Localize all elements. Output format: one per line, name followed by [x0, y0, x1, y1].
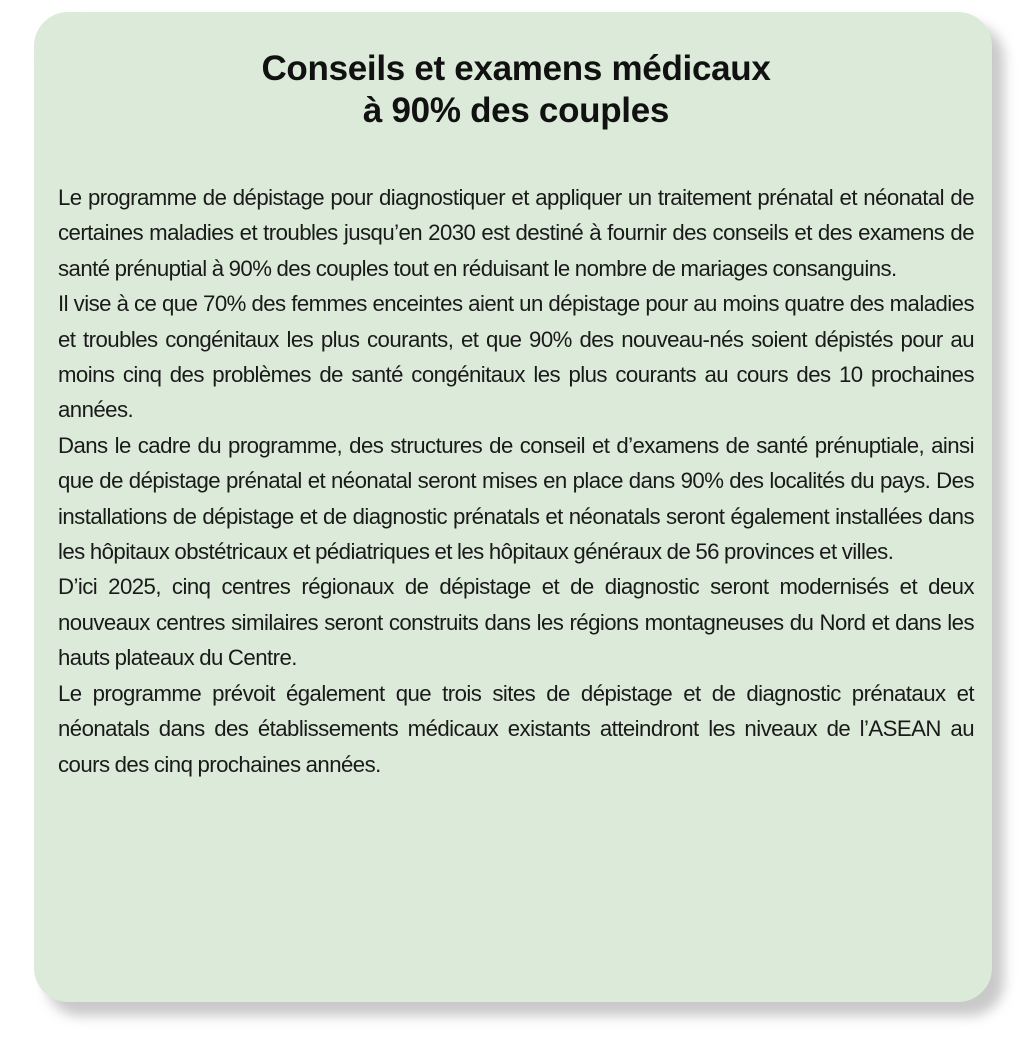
article-box [34, 12, 992, 1002]
paragraph-4: D’ici 2025, cinq centres régionaux de dépistage et de diagnostic seront modernisés et deux nouveaux centres similaires seront construits dans les régions montagneuses du Nord et dans les hauts plateaux du Centre. [58, 574, 974, 671]
article-body [58, 180, 974, 782]
article-title [58, 48, 974, 132]
paragraph-3: Dans le cadre du programme, des structures de conseil et d’examens de santé prénuptiale, ainsi que de dépistage prénatal et néonatal seront mises en place dans 90% des localités du pays. Des installations de dépistage et de diagnostic prénatals et néonatals seront également installées dans les hôpitaux obstétricaux et pédiatriques et les hôpitaux généraux de 56 provinces et villes. [58, 432, 974, 565]
paragraph-2: Il vise à ce que 70% des femmes enceintes aient un dépistage pour au moins quatre des maladies et troubles congénitaux les plus courants, et que 90% des nouveau-nés soient dépistés pour au moins cinq des problèmes de santé congénitaux les plus courants au cours des 10 prochaines années. [58, 291, 974, 423]
title-line-2: à 90% des couples [362, 91, 670, 130]
title-line-1: Conseils et examens médicaux [261, 49, 771, 88]
paragraph-5: Le programme prévoit également que trois sites de dépistage et de diagnostic prénataux et néonatals dans des établissements médicaux existants atteindront les niveaux de l’ASEAN au cours des cinq prochaines années. [58, 680, 974, 777]
paragraph-1: Le programme de dépistage pour diagnostiquer et appliquer un traitement prénatal et néonatal de certaines maladies et troubles jusqu’en 2030 est destiné à fournir des conseils et des examens de santé prénuptial à 90% des couples tout en réduisant le nombre de mariages consanguins. [58, 185, 974, 281]
